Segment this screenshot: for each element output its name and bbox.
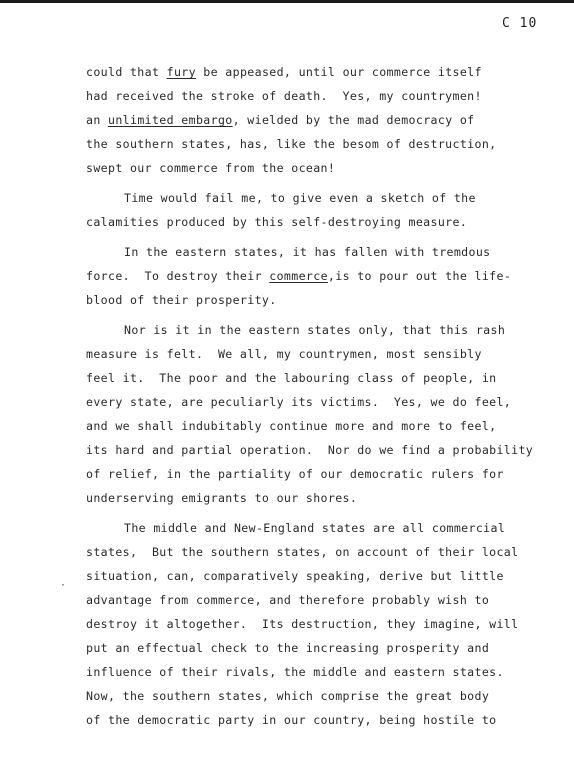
text-line: blood of their prosperity. <box>86 293 277 307</box>
text-line: the southern states, has, like the besom of destruction, <box>86 137 497 151</box>
text-line: calamities produced by this self-destroying measure. <box>86 215 468 229</box>
paragraph <box>86 240 566 312</box>
text-line: of relief, in the partiality of our democratic rulers for <box>86 467 504 481</box>
text-line: Nor is it in the eastern states only, that this rash <box>124 323 506 337</box>
page-top-border <box>0 0 574 3</box>
text-line: Now, the southern states, which comprise the great body <box>86 689 490 703</box>
text-line: underserving emigrants to our shores. <box>86 491 358 505</box>
text-line: put an effectual check to the increasing prosperity and <box>86 641 490 655</box>
text-line: feel it. The poor and the labouring class of people, in <box>86 371 497 385</box>
text-line: and we shall indubitably continue more and more to feel, <box>86 419 497 433</box>
text-line: an unlimited embargo, wielded by the mad democracy of <box>86 113 475 127</box>
paragraph <box>86 516 566 732</box>
text-line: situation, can, comparatively speaking, derive but little <box>86 569 504 583</box>
text-line: force. To destroy their commerce,is to pour out the life- <box>86 269 512 283</box>
text-line: measure is felt. We all, my countrymen, most sensibly <box>86 347 482 361</box>
text-line: In the eastern states, it has fallen with tremdous <box>124 245 491 259</box>
text-line: its hard and partial operation. Nor do we find a probability <box>86 443 534 457</box>
text-line: could that fury be appeased, until our commerce itself <box>86 65 482 79</box>
document-body <box>86 60 566 732</box>
paragraph <box>86 186 566 234</box>
underlined-word: commerce <box>269 269 328 283</box>
text-line: swept our commerce from the ocean! <box>86 161 336 175</box>
text-line: of the democratic party in our country, being hostile to <box>86 713 497 727</box>
text-line: every state, are peculiarly its victims. Yes, we do feel, <box>86 395 512 409</box>
text-line: The middle and New-England states are all commercial <box>124 521 506 535</box>
paragraph <box>86 60 566 180</box>
text-line: advantage from commerce, and therefore probably wish to <box>86 593 490 607</box>
text-line: influence of their rivals, the middle and eastern states. <box>86 665 504 679</box>
underlined-phrase: unlimited embargo <box>108 113 233 127</box>
text-line: had received the stroke of death. Yes, my countrymen! <box>86 89 482 103</box>
underlined-word: fury <box>166 65 196 79</box>
paragraph <box>86 318 566 510</box>
text-line: destroy it altogether. Its destruction, they imagine, will <box>86 617 519 631</box>
margin-dot: · <box>60 580 67 591</box>
text-line: Time would fail me, to give even a sketch of the <box>124 191 476 205</box>
text-line: states, But the southern states, on account of their local <box>86 545 519 559</box>
page-number: C 10 <box>502 16 538 31</box>
